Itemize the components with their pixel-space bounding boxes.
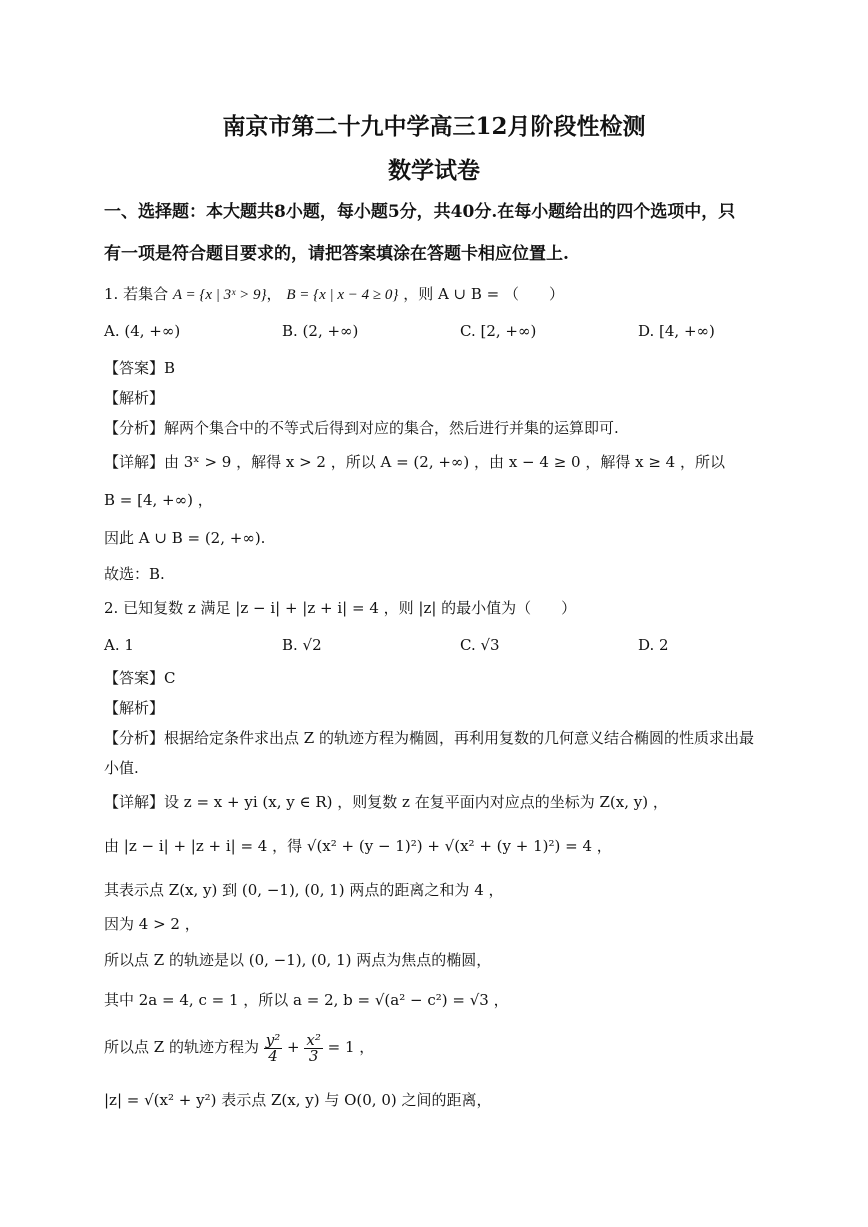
q2-detail-line5: 所以点 Z 的轨迹是以 (0, −1), (0, 1) 两点为焦点的椭圆， [104,951,492,969]
q1-option-a: A. (4, +∞) [104,322,181,340]
q2-analysis-line2: 小值. [104,759,139,777]
q1-set-b: B = {x | x − 4 ≥ 0} [286,287,399,303]
q2-detail7-suffix: = 1 ， [327,1038,375,1056]
q2-option-b: B. √2 [282,636,322,654]
section-heading-line2: 有一项是符合题目要求的，请把答案填涂在答题卡相应位置上. [104,244,569,264]
q1-option-c: C. [2, +∞) [460,322,537,340]
q2-detail7-prefix: 所以点 Z 的轨迹方程为 [104,1038,259,1056]
fraction-x2-over-3: $\frac{\text{x²}}{3}$ [306,1030,321,1065]
q2-stem: 2. 已知复数 z 满足 |z − i| + |z + i| = 4 ，则 |z| 的最小值为（ ） [104,599,577,617]
page-title: 南京市第二十九中学高三12月阶段性检测 [222,113,646,140]
q1-stem-sep: ， [266,285,282,303]
q2-option-a: A. 1 [104,636,134,654]
fraction-y2-over-4: $\frac{\text{y²}}{4}$ [265,1030,281,1065]
q2-detail-line1: 【详解】设 z = x + yi (x, y ∈ R) ，则复数 z 在复平面内对应点的坐标为 Z(x, y) ， [104,793,668,811]
q1-detail-line2: B = [4, +∞) ， [104,491,213,509]
q2-answer: 【答案】C [104,669,176,687]
q2-detail-line7: 所以点 Z 的轨迹方程为 $\frac{\text{y²}}{4}$ + $\frac{\text{x²}}{3}$ = 1 ， [104,1030,375,1065]
q1-jiexi: 【解析】 [104,389,165,407]
q2-detail-line2: 由 |z − i| + |z + i| = 4 ，得 √(x² + (y − 1)²) + √(x² + (y + 1)²) = 4 ， [104,837,612,855]
q2-detail-line4: 因为 4 > 2 ， [104,915,200,933]
q2-option-d: D. 2 [638,636,669,654]
q2-detail-line8: |z| = √(x² + y²) 表示点 Z(x, y) 与 O(0, 0) 之间的距离， [104,1091,492,1109]
q1-stem [104,284,564,305]
q1-detail-line1: 【详解】由 3ˣ > 9 ，解得 x > 2 ，所以 A = (2, +∞) ，由 x − 4 ≥ 0 ，解得 x ≥ 4 ，所以 [104,453,725,471]
q2-detail-line6: 其中 2a = 4, c = 1 ，所以 a = 2, b = √(a² − c²) = √3 ， [104,991,509,1009]
q1-stem-suffix: ，则 A ∪ B = （ ） [403,285,565,303]
q2-option-c: C. √3 [460,636,500,654]
q2-analysis-line1: 【分析】根据给定条件求出点 Z 的轨迹方程为椭圆，再利用复数的几何意义结合椭圆的性质求出最 [104,729,754,747]
q1-option-b: B. (2, +∞) [282,322,359,340]
q1-set-a: A = {x | 3ˣ > 9} [172,287,267,303]
q1-answer: 【答案】B [104,359,176,377]
q1-analysis: 【分析】解两个集合中的不等式后得到对应的集合，然后进行并集的运算即可. [104,419,619,437]
q1-detail-line3: 因此 A ∪ B = (2, +∞). [104,529,266,547]
q1-choose: 故选：B. [104,565,165,583]
q1-option-d: D. [4, +∞) [638,322,715,340]
q2-detail-line3: 其表示点 Z(x, y) 到 (0, −1), (0, 1) 两点的距离之和为 4 ， [104,881,504,899]
page-subtitle: 数学试卷 [388,157,480,184]
section-heading-line1: 一、选择题：本大题共8小题，每小题5分，共40分.在每小题给出的四个选项中，只 [104,202,736,222]
q1-stem-prefix: 1. 若集合 [104,285,169,303]
q2-jiexi: 【解析】 [104,699,165,717]
